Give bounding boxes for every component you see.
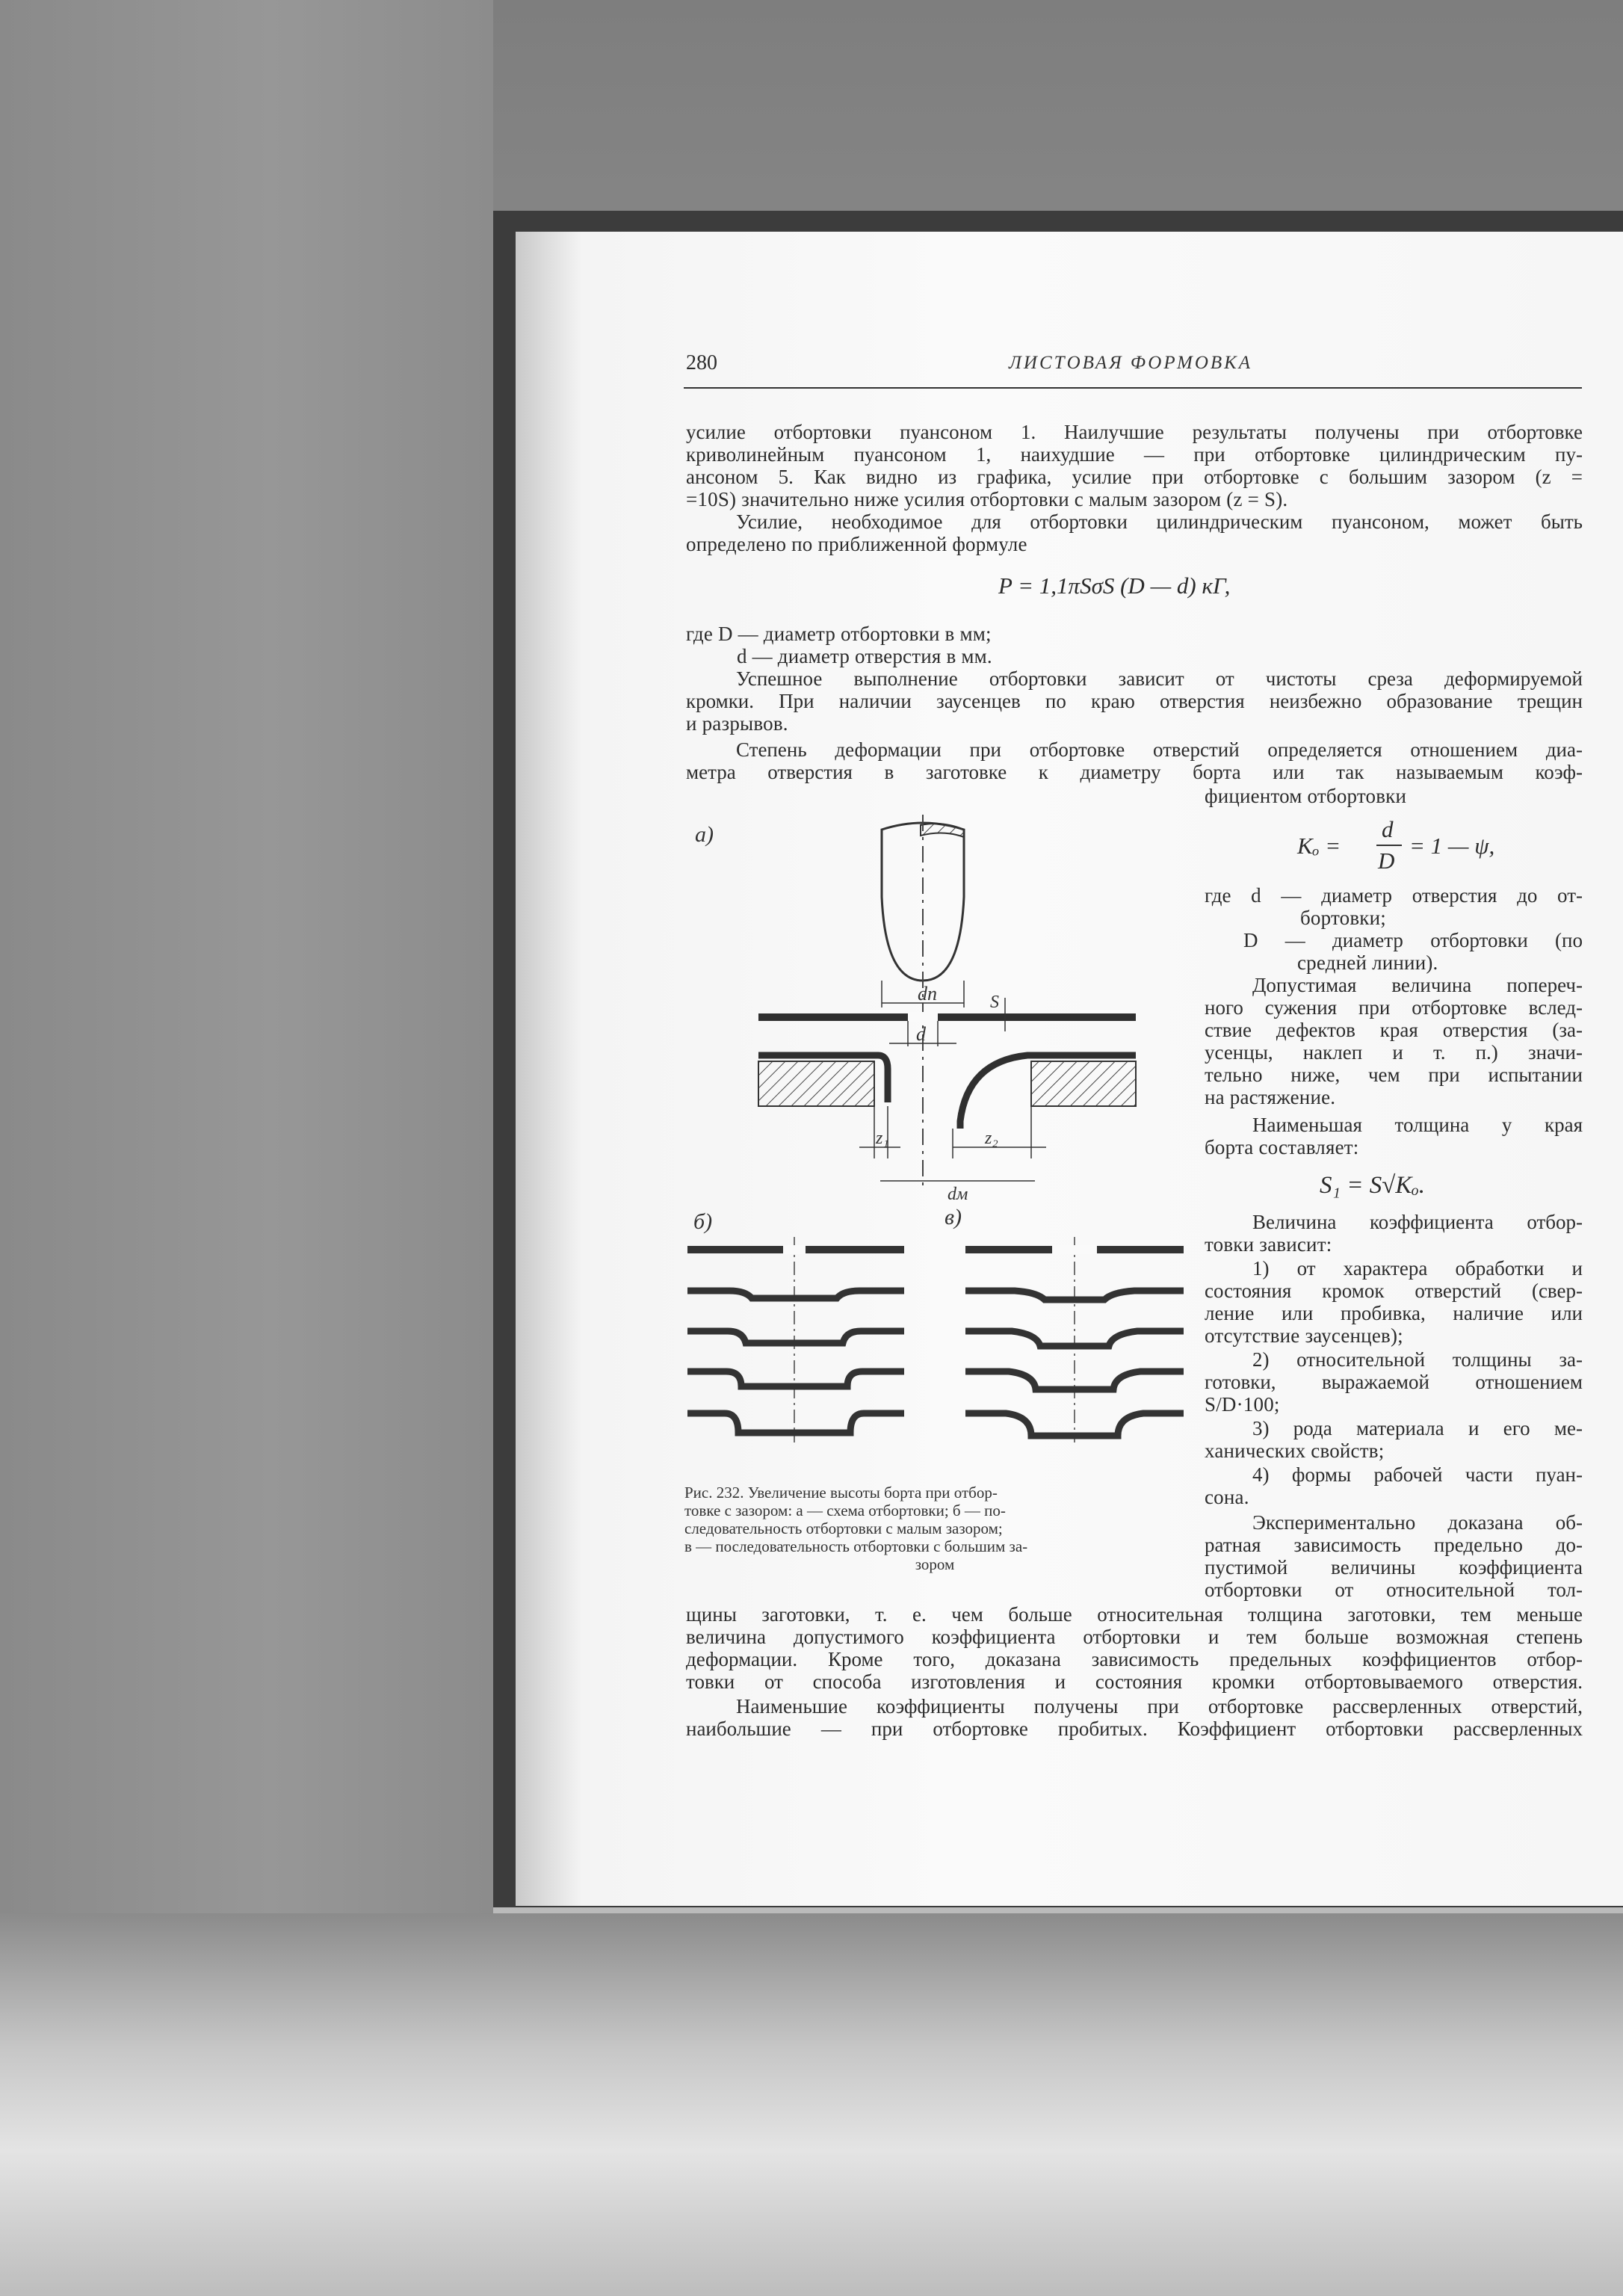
running-title: ЛИСТОВАЯ ФОРМОВКА [1009, 353, 1253, 373]
text-line: деформации. Кроме того, доказана зависимость предельных коэффициентов отбор- [686, 1648, 1583, 1670]
dim-label-z2: z₂ [985, 1129, 998, 1148]
figure-label-a: а) [695, 822, 714, 847]
text-line: готовки, выражаемой отношением [1205, 1371, 1583, 1393]
text-line: Экспериментально доказана об- [1252, 1511, 1583, 1534]
text-line: Наименьшие коэффициенты получены при отбортовке рассверленных отверстий, [736, 1695, 1583, 1718]
text-line: усилие отбортовки пуансоном 1. Наилучшие результаты получены при отбортовке [686, 421, 1583, 443]
text-line: фициентом отбортовки [1205, 785, 1407, 807]
text-line: D — диаметр отбортовки (по [1243, 929, 1583, 951]
ratio-numerator: d [1382, 816, 1394, 842]
text-line: ансоном 5. Как видно из графика, усилие при отбортовке с большим зазором (z = [686, 466, 1583, 488]
text-line: 3) рода материала и его ме- [1252, 1417, 1583, 1439]
dim-label-s: S [990, 993, 999, 1012]
figure-a-scheme [747, 807, 1166, 1211]
text-line: метра отверстия в заготовке к диаметру борта или так называемым коэф- [686, 761, 1583, 783]
text-line: борта составляет: [1205, 1136, 1359, 1158]
ratio-lhs: Kₒ = [1297, 833, 1341, 859]
thickness-formula: S₁ = S√Kₒ. [1320, 1172, 1426, 1199]
text-line: криволинейным пуансоном 1, наихудшие — при отбортовке цилиндрическим пу- [686, 443, 1583, 466]
text-line: наибольшие — при отбортовке пробитых. Коэффициент отбортовки рассверленных [686, 1718, 1583, 1740]
text-line: кромки. При наличии заусенцев по краю отверстия неизбежно образование трещин [686, 690, 1583, 712]
figure-label-v: в) [945, 1205, 962, 1229]
text-line: отсутствие заусенцев); [1205, 1324, 1403, 1347]
force-formula: P = 1,1πSσS (D — d) кГ, [998, 573, 1231, 599]
text-line: ление или пробивка, наличие или [1205, 1302, 1583, 1324]
text-line: где d — диаметр отверстия до от- [1205, 884, 1583, 907]
text-line: отбортовки от относительной тол- [1205, 1578, 1583, 1601]
text-line: Допустимая величина попереч- [1252, 974, 1583, 996]
text-line: ного сужения при отбортовке вслед- [1205, 996, 1583, 1019]
text-line: усенцы, наклеп и т. п.) значи- [1205, 1041, 1583, 1064]
ratio-formula [1297, 816, 1536, 876]
text-line: Степень деформации при отбортовке отверстий определяется отношением диа- [736, 738, 1583, 761]
ratio-rhs: = 1 — ψ, [1409, 833, 1495, 859]
text-line: щины заготовки, т. е. чем больше относительная толщина заготовки, тем меньше [686, 1603, 1583, 1626]
text-line: товки зависит: [1205, 1233, 1332, 1256]
text-line: 2) относительной толщины за- [1252, 1348, 1583, 1371]
text-line: средней линии). [1297, 951, 1438, 974]
caption-line: Рис. 232. Увеличение высоты борта при отбор- [684, 1484, 998, 1502]
text-line: бортовки; [1300, 907, 1386, 929]
blank-sheet [758, 1013, 1136, 1021]
background-bottom-surface [0, 1913, 1623, 2296]
text-line: Успешное выполнение отбортовки зависит от чистоты среза деформируемой [736, 667, 1583, 690]
caption-line: в — последовательность отбортовки с большим за- [684, 1537, 1028, 1555]
where-d-line: d — диаметр отверстия в мм. [737, 645, 992, 667]
text-line: и разрывов. [686, 712, 788, 735]
dim-label-d: d [916, 1023, 926, 1045]
text-line: 4) формы рабочей части пуан- [1252, 1463, 1583, 1486]
text-line: сона. [1205, 1486, 1249, 1508]
text-line: тельно ниже, чем при испытании [1205, 1064, 1583, 1086]
text-line: состояния кромок отверстий (свер- [1205, 1280, 1583, 1302]
text-line: ратная зависимость предельно до- [1205, 1534, 1583, 1556]
text-line: ханических свойств; [1205, 1439, 1385, 1462]
dim-label-z1: z₁ [876, 1129, 889, 1148]
figure-v-sequence [962, 1237, 1187, 1446]
text-line: пустимой величины коэффициента [1205, 1556, 1583, 1578]
text-line: определено по приближенной формуле [686, 533, 1027, 555]
die-right [960, 1055, 1136, 1129]
blank-hole [908, 1012, 938, 1022]
text-line: величина допустимого коэффициента отбортовки и тем больше возможная степень [686, 1626, 1583, 1648]
text-line: Наименьшая толщина у края [1252, 1114, 1583, 1136]
caption-line: зором [915, 1555, 955, 1573]
ratio-denominator: D [1378, 848, 1395, 874]
figure-label-b: б) [693, 1209, 713, 1234]
where-D-line: где D — диаметр отбортовки в мм; [686, 623, 992, 645]
page-number: 280 [686, 351, 717, 374]
text-line: товки от способа изготовления и состояния кромки отбортовываемого отверстия. [686, 1670, 1583, 1693]
text-line: S/D·100; [1205, 1393, 1280, 1416]
text-line: 1) от характера обработки и [1252, 1257, 1583, 1280]
caption-line: следовательность отбортовки с малым зазором; [684, 1519, 1003, 1537]
dim-label-dn: dп [918, 983, 937, 1004]
text-line: =10S) значительно ниже усилия отбортовки с малым зазором (z = S). [686, 488, 1288, 510]
dim-label-dm: dм [947, 1185, 968, 1204]
text-line: Величина коэффициента отбор- [1252, 1211, 1583, 1233]
text-line: Усилие, необходимое для отбортовки цилиндрическим пуансоном, может быть [736, 510, 1583, 533]
caption-line: товке с зазором: а — схема отбортовки; б — по- [684, 1502, 1006, 1519]
die-left [758, 1055, 888, 1106]
figure-b-sequence [684, 1237, 909, 1446]
text-line: ствие дефектов края отверстия (за- [1205, 1019, 1583, 1041]
text-line: на растяжение. [1205, 1086, 1336, 1108]
header-rule [684, 387, 1582, 389]
fraction-bar [1376, 845, 1402, 846]
